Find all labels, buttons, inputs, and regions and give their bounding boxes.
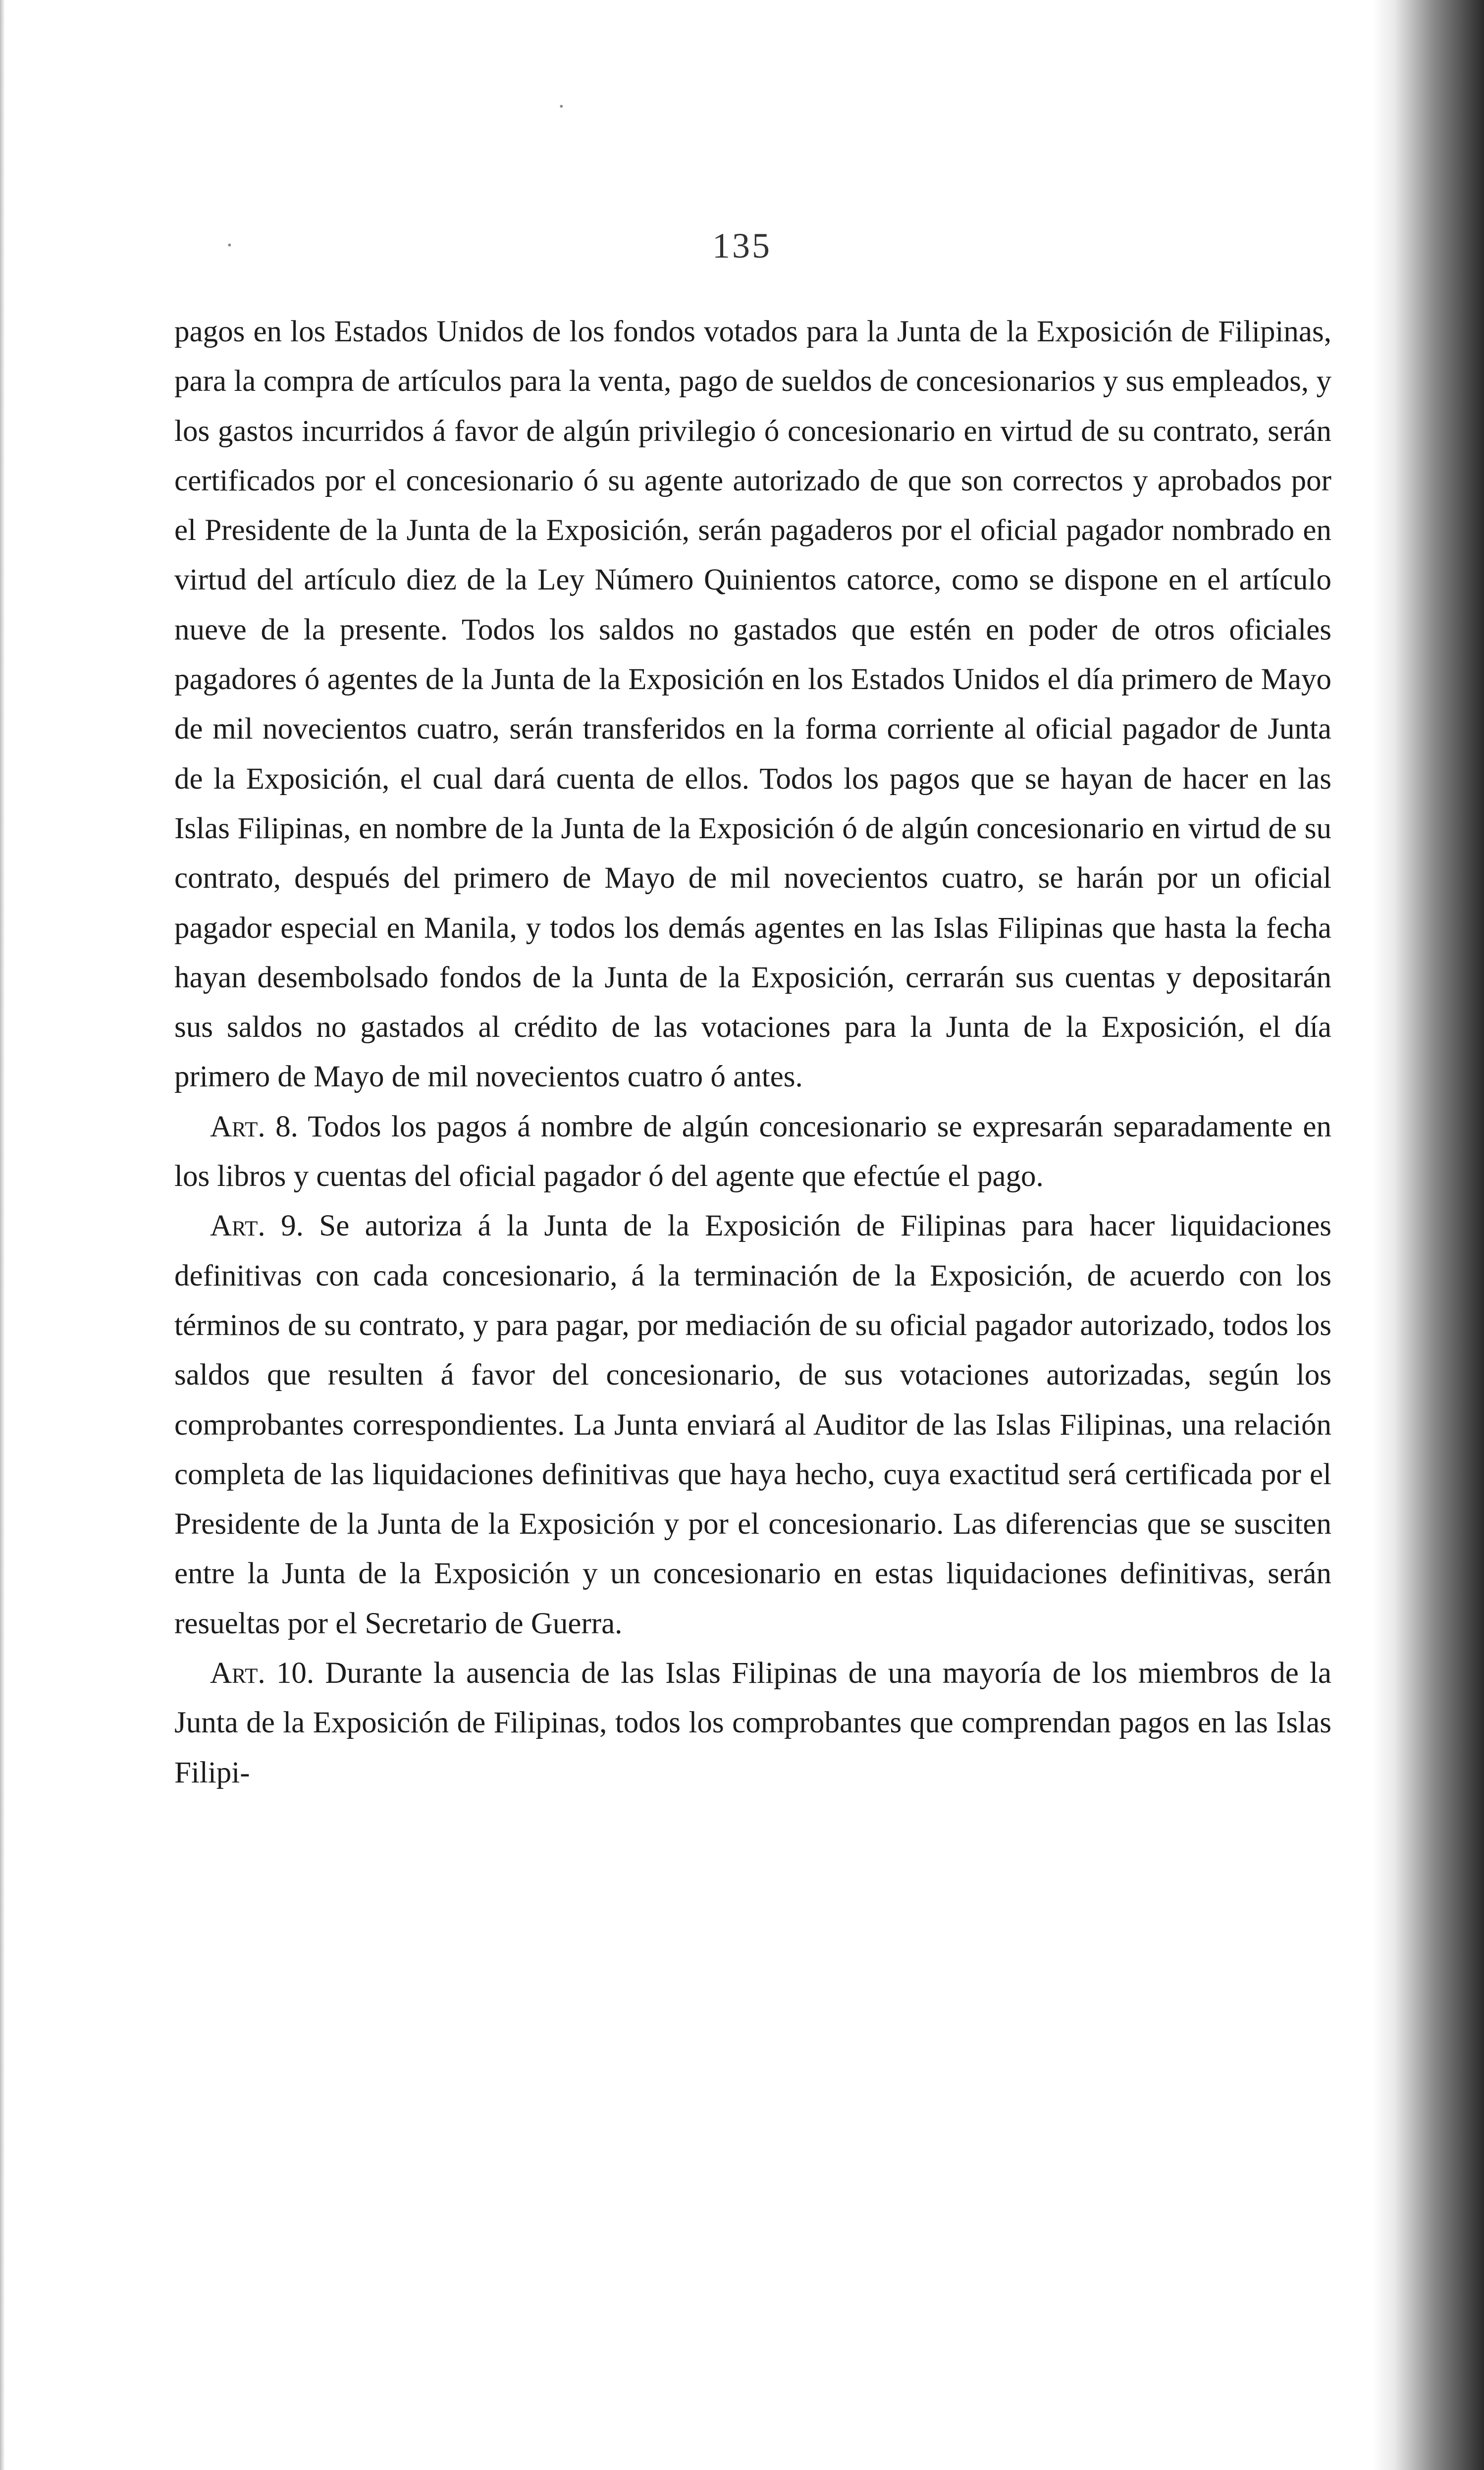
article-label: Art. 9. bbox=[210, 1209, 304, 1243]
article-9 bbox=[174, 1201, 1331, 1649]
left-page-edge bbox=[0, 0, 5, 2470]
article-text: Se autoriza á la Junta de la Exposición de Filipinas para hacer liquidaciones definitivas con cada concesionario, á la terminación de la Exposición, de acuerdo con los términos de su contrato, y para pagar, por mediación de su oficial pagador autorizado, todos los saldos que resulten á favor del concesionario, de sus votaciones autorizadas, según los comprobantes correspondientes. La Junta enviará al Auditor de las Islas Filipinas, una relación completa de las liquidaciones definitivas que haya hecho, cuya exactitud será certificada por el Presidente de la Junta de la Exposición y por el concesionario. Las diferencias que se susciten entre la Junta de la Exposición y un concesionario en estas liquidaciones definitivas, serán resueltas por el Secretario de Guerra. bbox=[174, 1209, 1332, 1640]
article-text: Todos los pagos á nombre de algún concesionario se expresarán separadamente en los libros y cuentas del oficial pagador ó del agente que efectúe el pago. bbox=[174, 1110, 1331, 1193]
article-label: Art. 8. bbox=[210, 1110, 298, 1143]
article-label: Art. 10. bbox=[210, 1657, 315, 1690]
paragraph-continued bbox=[174, 307, 1331, 1102]
scan-speck: · bbox=[225, 231, 234, 259]
paragraph-text: pagos en los Estados Unidos de los fondos votados para la Junta de la Exposición de Filipinas, para la compra de artículos para la venta, pago de sueldos de concesionarios y sus empleados, y los gastos incurridos á favor de algún privilegio ó concesionario en virtud de su contrato, serán certificados por el concesionario ó su agente autorizado de que son correctos y aprobados por el Presidente de la Junta de la Exposición, serán pagaderos por el oficial pagador nombrado en virtud del artículo diez de la Ley Número Quinientos catorce, como se dispone en el artículo nueve de la presente. Todos los saldos no gastados que estén en poder de otros oficiales pagadores ó agentes de la Junta de la Exposición en los Estados Unidos el día primero de Mayo de mil novecientos cuatro, serán transferidos en la forma corriente al oficial pagador de Junta de la Exposición, el cual dará cuenta de ellos. Todos los pagos que se hayan de hacer en las Islas Filipinas, en nombre de la Junta de la Exposición ó de algún concesionario en virtud de su contrato, después del primero de Mayo de mil novecientos cuatro, se harán por un oficial pagador especial en Manila, y todos los demás agentes en las Islas Filipinas que hasta la fecha hayan desembolsado fondos de la Junta de la Exposición, cerrarán sus cuentas y depositarán sus saldos no gastados al crédito de las votaciones para la Junta de la Exposición, el día primero de Mayo de mil novecientos cuatro ó antes. bbox=[174, 315, 1331, 1094]
page-number: 135 bbox=[712, 226, 772, 266]
article-10 bbox=[174, 1649, 1331, 1798]
binding-shadow bbox=[1372, 0, 1484, 2470]
article-text: Durante la ausencia de las Islas Filipinas de una mayoría de los miembros de la Junta de la Exposición de Filipinas, todos los comprobantes que comprendan pagos en las Islas Filipi- bbox=[174, 1657, 1331, 1789]
scan-speck: · bbox=[557, 92, 566, 120]
article-8 bbox=[174, 1102, 1331, 1202]
body-text bbox=[174, 307, 1331, 1798]
